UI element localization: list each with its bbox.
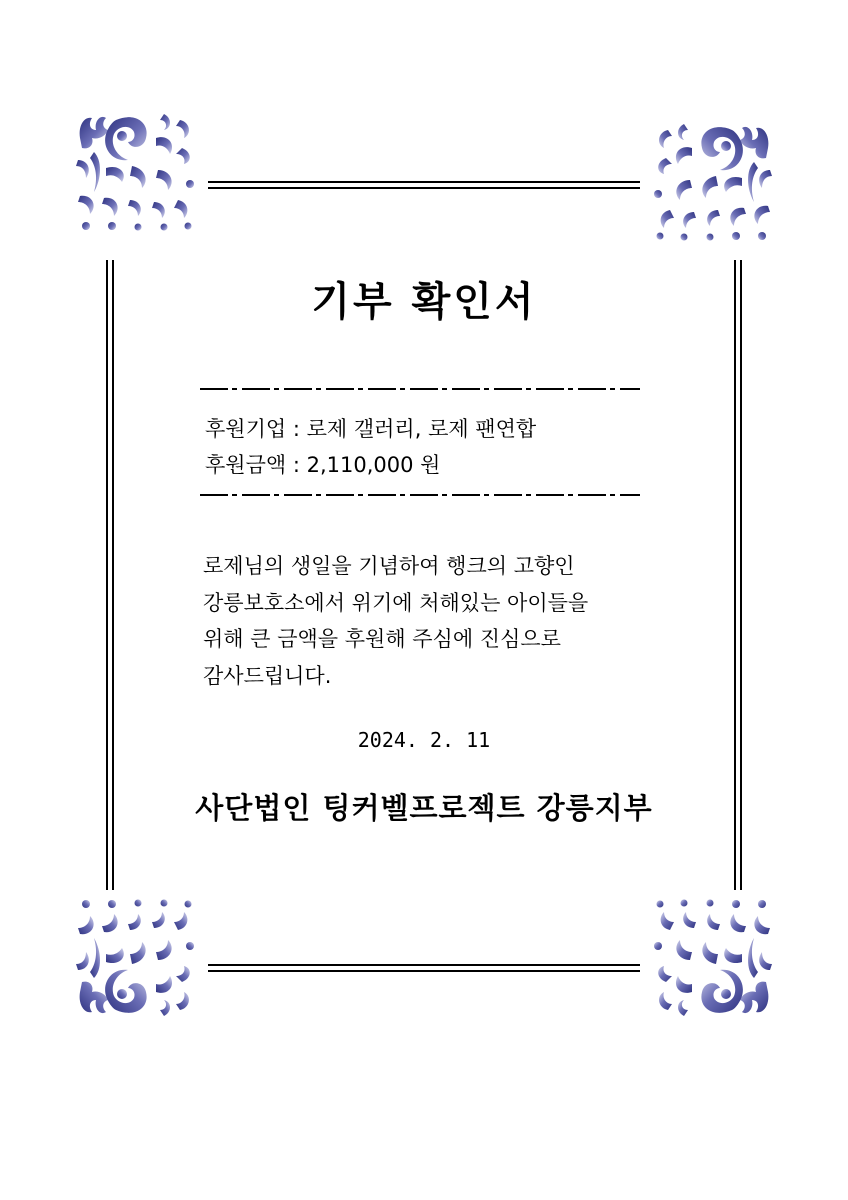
floral-ornament-icon xyxy=(72,108,198,234)
amount-separator: : xyxy=(292,453,300,477)
sponsor-line xyxy=(205,413,536,443)
floral-ornament-icon xyxy=(650,896,776,1022)
issuing-organization: 사단법인 팅커벨프로젝트 강릉지부 xyxy=(195,791,653,825)
document-title: 기부 확인서 xyxy=(311,279,537,325)
frame-bottom-rule xyxy=(208,970,640,972)
thank-you-message xyxy=(203,548,633,694)
floral-ornament-icon xyxy=(72,896,198,1022)
sponsor-value: 로제 갤러리, 로제 팬연합 xyxy=(306,417,537,441)
dash-dot-divider xyxy=(200,494,640,496)
message-line: 강릉보호소에서 위기에 처해있는 아이들을 xyxy=(203,590,589,615)
message-line: 로제님의 생일을 기념하여 행크의 고향인 xyxy=(203,554,575,578)
floral-ornament-icon xyxy=(650,118,776,244)
dash-dot-divider xyxy=(200,388,640,390)
issue-date: 2024. 2. 11 xyxy=(357,728,491,752)
sponsor-label: 후원기업 xyxy=(205,417,287,441)
sponsor-separator: : xyxy=(292,417,300,441)
amount-label: 후원금액 xyxy=(205,453,287,477)
frame-bottom-rule xyxy=(208,964,640,966)
frame-top-rule xyxy=(208,181,640,183)
amount-value: 2,110,000 원 xyxy=(306,453,441,477)
message-line: 감사드립니다. xyxy=(203,663,332,688)
amount-line xyxy=(205,449,440,479)
frame-top-rule xyxy=(208,187,640,189)
message-line: 위해 큰 금액을 후원해 주심에 진심으로 xyxy=(203,627,561,651)
